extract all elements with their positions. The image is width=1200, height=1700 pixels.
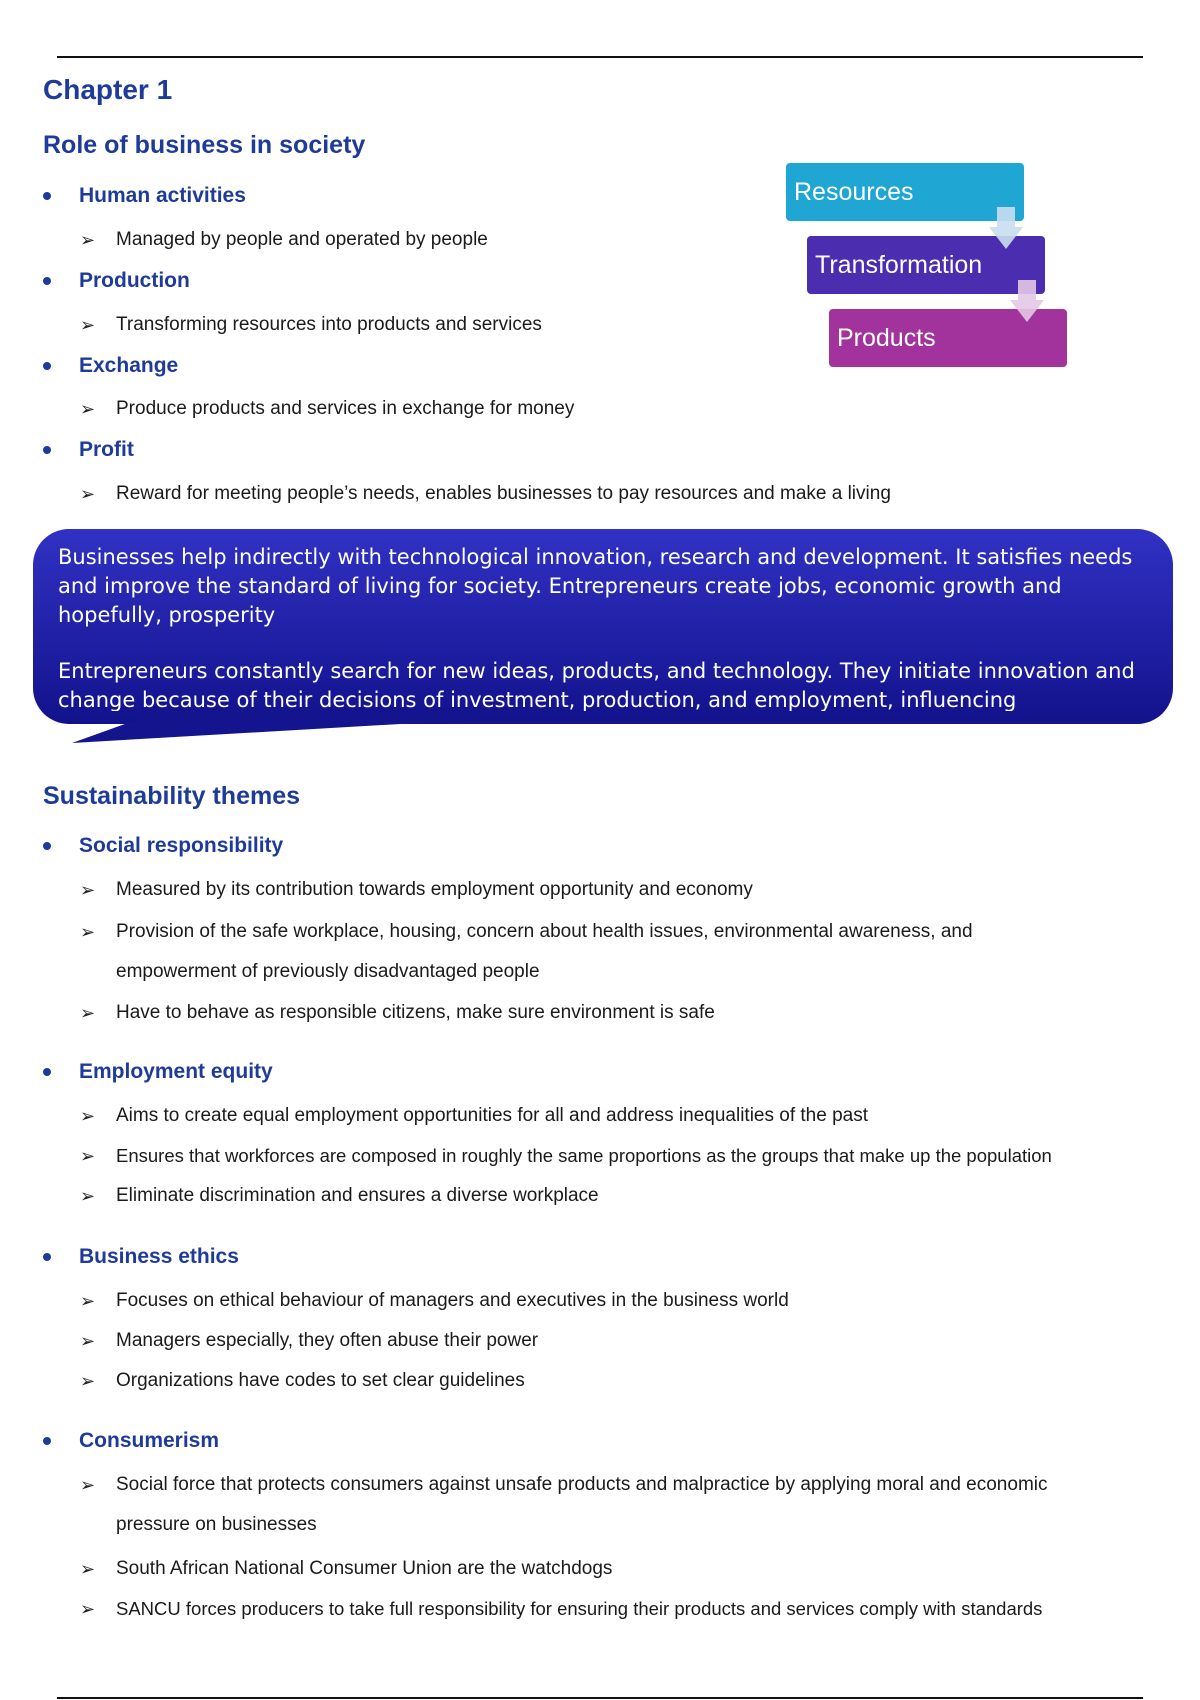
- callout-paragraph: Entrepreneurs constantly search for new ideas, products, and technology. They initiate innovation and change because of their decisions of investment, production, and employment, influencing: [58, 659, 1135, 711]
- sub-item: ➢ Social force that protects consumers against unsafe products and malpractice by applying moral and economic pressure on businesses: [80, 1465, 1126, 1545]
- bullet-dot: [43, 362, 51, 370]
- arrow-bullet-icon: ➢: [80, 922, 96, 942]
- arrow-bullet-icon: ➢: [80, 880, 96, 900]
- arrow-bullet-icon: ➢: [80, 1291, 96, 1311]
- arrow-bullet-icon: ➢: [80, 1599, 96, 1619]
- bullet-dot: [43, 1253, 51, 1261]
- sub-item: ➢ SANCU forces producers to take full responsibility for ensuring their products and services comply with standards: [80, 1598, 1043, 1619]
- diagram-step-products: Products: [829, 309, 1067, 367]
- bottom-rule: [57, 1697, 1143, 1699]
- sub-item: ➢ Reward for meeting people’s needs, enables businesses to pay resources and make a living: [80, 483, 891, 504]
- sub-item: ➢ Transforming resources into products and services: [80, 314, 542, 335]
- sub-item: ➢ Provision of the safe workplace, housing, concern about health issues, environmental awareness, and empowerment of previously disadvantaged people: [80, 912, 1096, 992]
- bullet-dot: [43, 277, 51, 285]
- bullet-employment-equity: Employment equity: [43, 1060, 273, 1084]
- bullet-dot: [43, 1437, 51, 1445]
- down-arrow-icon: [989, 207, 1023, 251]
- diagram-step-transformation: Transformation: [807, 236, 1045, 294]
- diagram-step-resources: Resources: [786, 163, 1024, 221]
- sub-item: ➢ Have to behave as responsible citizens, make sure environment is safe: [80, 1002, 715, 1023]
- sub-item: ➢ Produce products and services in exchange for money: [80, 398, 575, 419]
- arrow-bullet-icon: ➢: [80, 230, 96, 250]
- sub-item: ➢ Eliminate discrimination and ensures a diverse workplace: [80, 1185, 599, 1206]
- arrow-bullet-icon: ➢: [80, 484, 96, 504]
- sub-item: ➢ Organizations have codes to set clear guidelines: [80, 1370, 525, 1391]
- bullet-exchange: Exchange: [43, 354, 178, 378]
- sub-item: ➢ Focuses on ethical behaviour of managers and executives in the business world: [80, 1290, 789, 1311]
- arrow-bullet-icon: ➢: [80, 1003, 96, 1023]
- sub-item: ➢ Managers especially, they often abuse their power: [80, 1330, 539, 1351]
- arrow-bullet-icon: ➢: [80, 1186, 96, 1206]
- bullet-dot: [43, 1068, 51, 1076]
- arrow-bullet-icon: ➢: [80, 1559, 96, 1579]
- down-arrow-icon: [1010, 280, 1044, 324]
- bullet-production: Production: [43, 269, 190, 293]
- sub-item: ➢ Measured by its contribution towards employment opportunity and economy: [80, 879, 753, 900]
- arrow-bullet-icon: ➢: [80, 315, 96, 335]
- bullet-dot: [43, 192, 51, 200]
- arrow-bullet-icon: ➢: [80, 1371, 96, 1391]
- bullet-human-activities: Human activities: [43, 184, 246, 208]
- bullet-business-ethics: Business ethics: [43, 1245, 239, 1269]
- top-rule: [57, 56, 1143, 58]
- sub-item: ➢ Aims to create equal employment opportunities for all and address inequalities of the past: [80, 1105, 868, 1126]
- sub-item: ➢ Ensures that workforces are composed in roughly the same proportions as the groups that make up the population: [80, 1145, 1052, 1166]
- arrow-bullet-icon: ➢: [80, 1146, 96, 1166]
- bullet-social-responsibility: Social responsibility: [43, 834, 283, 858]
- arrow-bullet-icon: ➢: [80, 399, 96, 419]
- callout-text: [58, 543, 1148, 711]
- role-section-title: Role of business in society: [43, 131, 366, 159]
- bullet-profit: Profit: [43, 438, 134, 462]
- chapter-heading: Chapter 1: [43, 74, 173, 105]
- sub-item: ➢ South African National Consumer Union are the watchdogs: [80, 1558, 613, 1579]
- bullet-dot: [43, 842, 51, 850]
- arrow-bullet-icon: ➢: [80, 1106, 96, 1126]
- bullet-dot: [43, 446, 51, 454]
- arrow-bullet-icon: ➢: [80, 1475, 96, 1495]
- arrow-bullet-icon: ➢: [80, 1331, 96, 1351]
- callout-paragraph: Businesses help indirectly with technological innovation, research and development. It satisfies needs and improve the standard of living for society. Entrepreneurs create jobs, economic growth and hopefully, prosperity: [58, 545, 1133, 627]
- sustainability-section-title: Sustainability themes: [43, 782, 301, 810]
- bullet-consumerism: Consumerism: [43, 1429, 219, 1453]
- sub-item: ➢ Managed by people and operated by people: [80, 229, 488, 250]
